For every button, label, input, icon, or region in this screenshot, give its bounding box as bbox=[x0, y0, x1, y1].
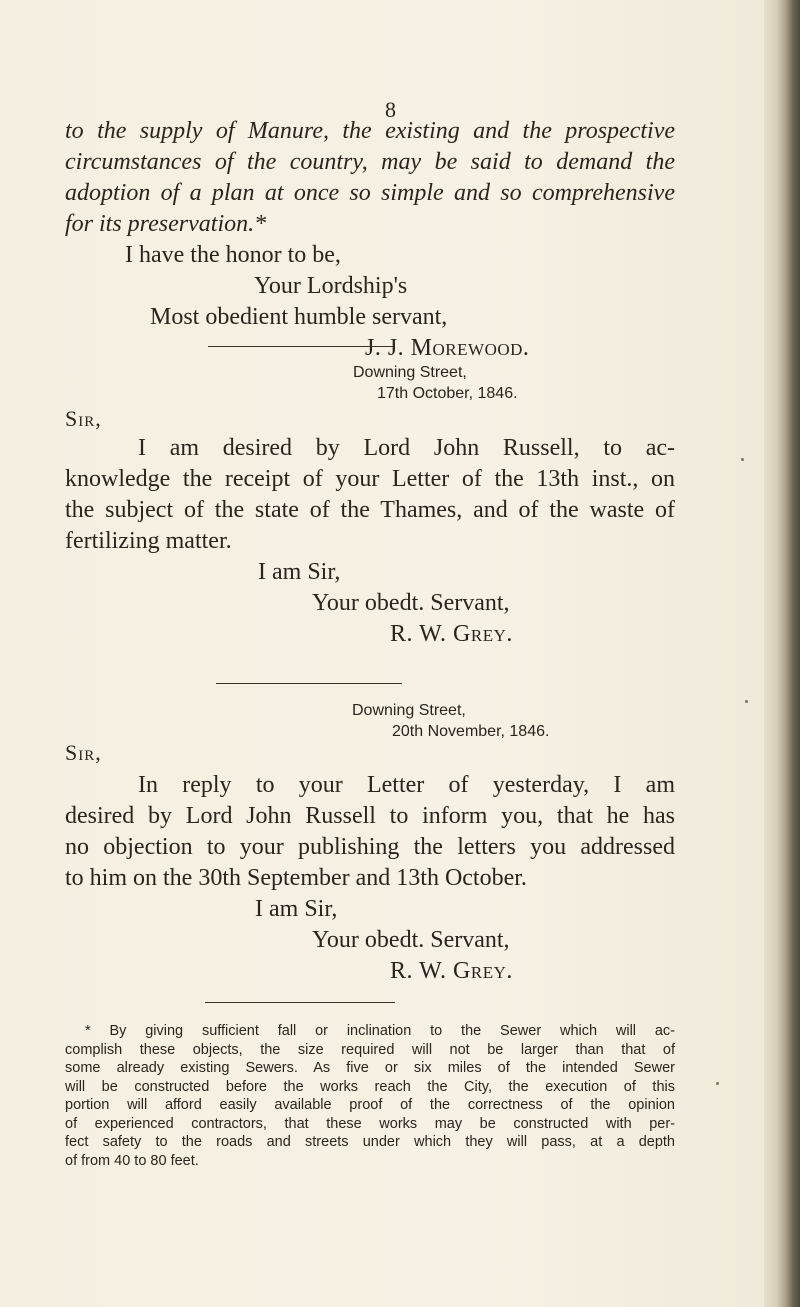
paper-speck bbox=[745, 700, 748, 703]
page-number: 8 bbox=[385, 97, 397, 122]
letter2-address bbox=[353, 362, 518, 404]
letter1-body-line: for its preservation.* bbox=[65, 211, 267, 237]
letter3-body bbox=[65, 770, 675, 987]
letter3-body-line: desired by Lord John Russell to inform you, that he has bbox=[65, 803, 675, 829]
letter2-address-street: Downing Street, bbox=[353, 364, 467, 381]
letter2-body-line: knowledge the receipt of your Letter of the 13th inst., on bbox=[65, 466, 675, 492]
letter3-address-date: 20th November, 1846. bbox=[392, 723, 550, 740]
letter3-salutation: Sir, bbox=[65, 740, 102, 765]
paper-speck bbox=[741, 458, 744, 461]
letter3-address bbox=[352, 700, 549, 742]
letter1-body-line: circumstances of the country, may be said to demand the bbox=[65, 149, 675, 175]
section-divider bbox=[208, 346, 393, 347]
footnote-line: complish these objects, the size required will not be larger than that of bbox=[65, 1041, 675, 1058]
book-binding-edge bbox=[764, 0, 800, 1307]
letter2-salutation: Sir, bbox=[65, 406, 102, 431]
letter1-closing-line: I have the honor to be, bbox=[125, 242, 341, 268]
letter2-closing-line: Your obedt. Servant, bbox=[312, 590, 510, 616]
paper-speck bbox=[716, 1082, 719, 1085]
letter2-address-date: 17th October, 1846. bbox=[377, 385, 518, 402]
letter2-body-line: the subject of the state of the Thames, and of the waste of bbox=[65, 497, 675, 523]
footnote-line: portion will afford easily available proof of the correctness of the opinion bbox=[65, 1097, 675, 1113]
letter3-body-line: In reply to your Letter of yesterday, I am bbox=[138, 772, 675, 798]
letter3-closing-line: I am Sir, bbox=[255, 896, 338, 922]
letter3-closing-line: Your obedt. Servant, bbox=[312, 927, 510, 953]
letter2-body bbox=[65, 433, 675, 650]
letter2-signature: R. W. Grey. bbox=[390, 621, 513, 647]
letter1-body-line: adoption of a plan at once so simple and so comprehensive bbox=[65, 180, 675, 206]
letter2-body-line: I am desired by Lord John Russell, to ac- bbox=[138, 435, 675, 461]
footnote-line: * By giving sufficient fall or inclination to the Sewer which will ac- bbox=[85, 1023, 675, 1039]
footnote-line: fect safety to the roads and streets under which they will pass, at a depth bbox=[65, 1134, 675, 1150]
footnote-line: will be constructed before the works reach the City, the execution of this bbox=[65, 1078, 675, 1095]
letter1-closing-line: Your Lordship's bbox=[254, 273, 408, 299]
footnote-line: of experienced contractors, that these works may be constructed with per- bbox=[65, 1115, 675, 1132]
section-divider bbox=[205, 1002, 395, 1003]
letter1-body bbox=[65, 116, 675, 240]
letter1-closing-line: Most obedient humble servant, bbox=[150, 304, 448, 330]
letter3-body-line: no objection to your publishing the letters you addressed bbox=[65, 834, 675, 860]
letter3-address-street: Downing Street, bbox=[352, 702, 466, 719]
footnote bbox=[65, 1022, 675, 1170]
footnote-line: of from 40 to 80 feet. bbox=[65, 1152, 199, 1169]
letter3-body-line: to him on the 30th September and 13th October. bbox=[65, 865, 527, 891]
footnote-line: some already existing Sewers. As five or six miles of the intended Sewer bbox=[65, 1060, 675, 1076]
letter2-closing-line: I am Sir, bbox=[258, 559, 341, 585]
letter3-signature: R. W. Grey. bbox=[390, 958, 513, 984]
letter1-body-line: to the supply of Manure, the existing and the prospective bbox=[65, 118, 675, 144]
letter1-signature: J. J. Morewood. bbox=[365, 335, 530, 361]
section-divider bbox=[216, 683, 402, 684]
letter2-body-line: fertilizing matter. bbox=[65, 528, 232, 554]
